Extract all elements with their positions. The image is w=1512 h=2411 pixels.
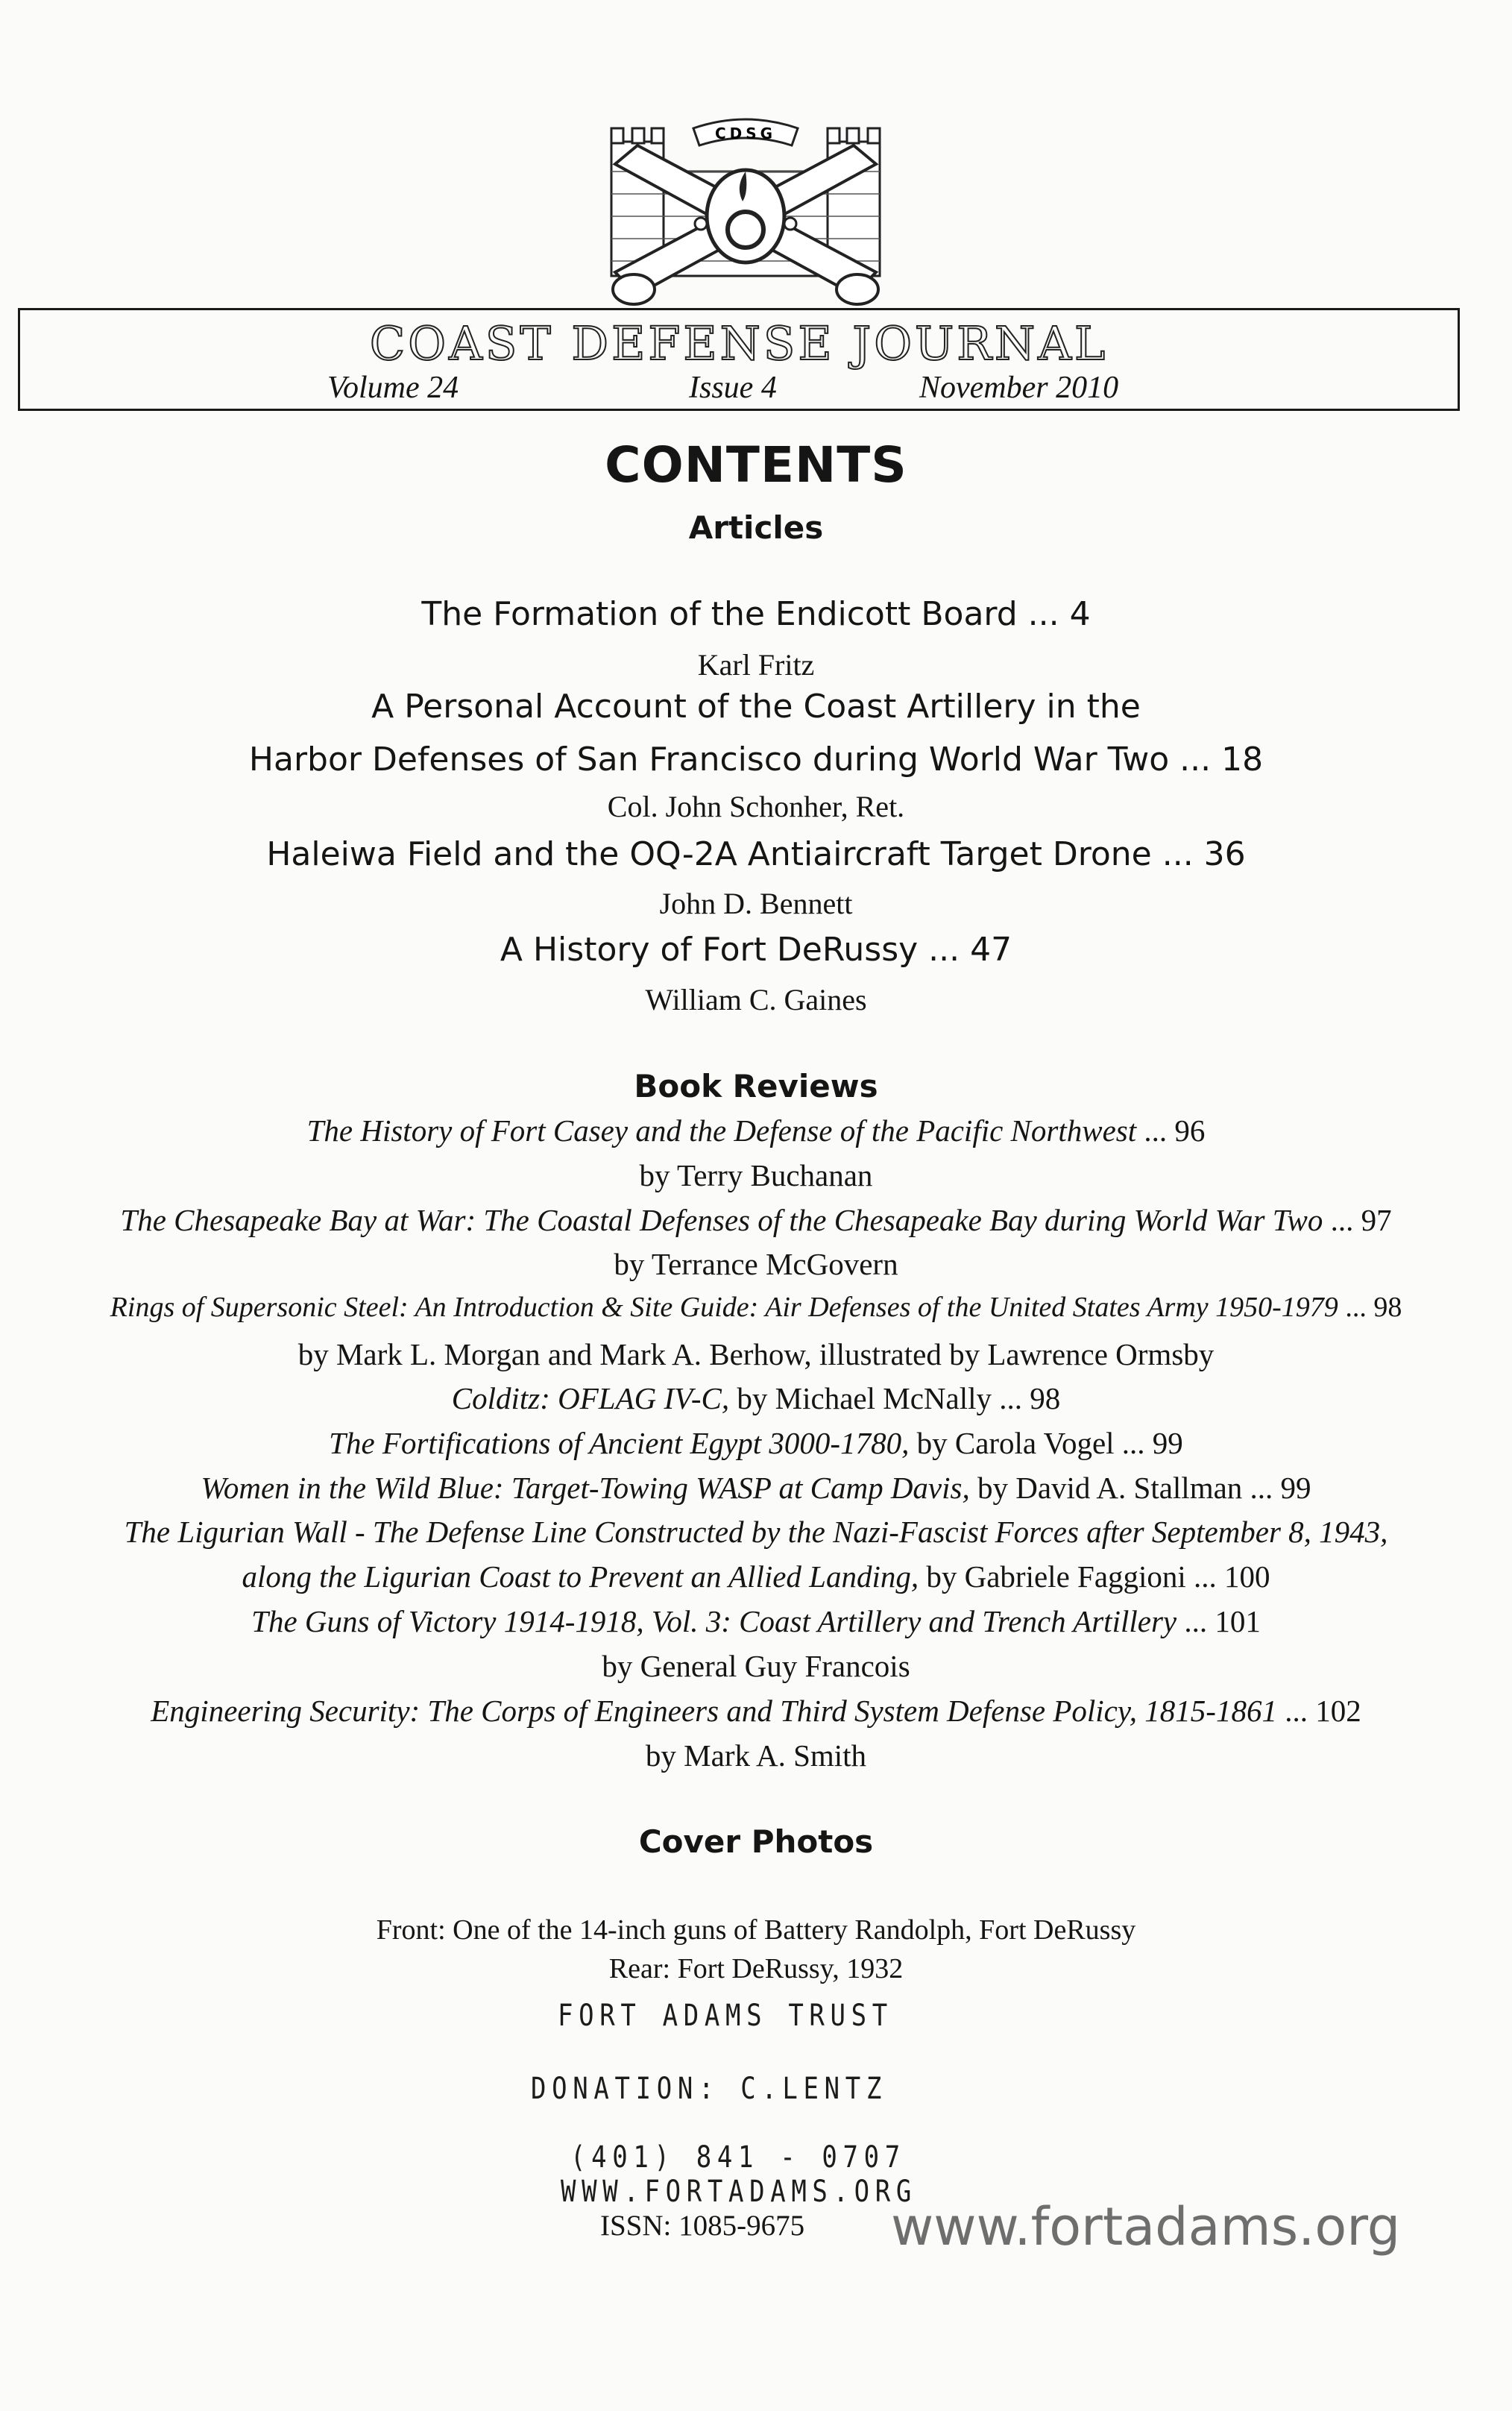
review-detail: by Carola Vogel ... 99 <box>909 1426 1183 1460</box>
review-detail: ... 102 <box>1276 1694 1361 1728</box>
review-detail: by Michael McNally ... 98 <box>729 1381 1061 1415</box>
review-line <box>0 1380 1512 1416</box>
book-reviews-heading: Book Reviews <box>634 1068 878 1104</box>
contents-title: CONTENTS <box>605 436 907 494</box>
review-line <box>0 1336 1512 1372</box>
article-title: Harbor Defenses of San Francisco during World War Two ... 18 <box>248 741 1264 779</box>
review-detail: by Mark A. Smith <box>645 1738 867 1773</box>
journal-title: COAST DEFENSE JOURNAL <box>369 316 1109 371</box>
review-line <box>0 1603 1512 1639</box>
article-author: William C. Gaines <box>645 983 867 1016</box>
review-line <box>0 1246 1512 1282</box>
review-line <box>0 1157 1512 1193</box>
review-line <box>0 1202 1512 1238</box>
front-cover-caption: Front: One of the 14-inch guns of Battery Randolph, Fort DeRussy <box>376 1914 1136 1946</box>
review-title: Rings of Supersonic Steel: An Introduction & Site Guide: Air Defenses of the United States Army 1950-1979 <box>110 1292 1338 1323</box>
review-line <box>0 1514 1512 1550</box>
review-title: The Fortifications of Ancient Egypt 3000-1780, <box>329 1426 910 1460</box>
review-title: The Ligurian Wall - The Defense Line Constructed by the Nazi-Fascist Forces after September 8, 1943, <box>124 1515 1388 1549</box>
review-title: The Guns of Victory 1914-1918, Vol. 3: Coast Artillery and Trench Artillery <box>251 1604 1177 1638</box>
review-title: The Chesapeake Bay at War: The Coastal Defenses of the Chesapeake Bay during World War Two <box>120 1203 1323 1237</box>
review-line <box>0 1470 1512 1506</box>
article-title: A History of Fort DeRussy ... 47 <box>500 931 1012 969</box>
watermark: www.fortadams.org <box>891 2196 1401 2257</box>
stamp-line: FORT ADAMS TRUST <box>558 1999 893 2033</box>
review-title: Women in the Wild Blue: Target-Towing WASP at Camp Davis, <box>201 1471 970 1505</box>
review-detail: ... 96 <box>1136 1113 1206 1148</box>
cdsg-crest-logo <box>589 112 902 309</box>
review-detail: by David A. Stallman ... 99 <box>969 1471 1311 1505</box>
article-author: Karl Fritz <box>697 648 815 682</box>
review-detail: by General Guy Francois <box>602 1649 910 1683</box>
masthead <box>18 308 1460 411</box>
review-detail: ... 101 <box>1176 1604 1261 1638</box>
review-detail: by Terry Buchanan <box>639 1158 873 1192</box>
issn: ISSN: 1085-9675 <box>600 2210 805 2242</box>
review-detail: ... 97 <box>1323 1203 1392 1237</box>
article-author: Col. John Schonher, Ret. <box>607 790 905 823</box>
review-line <box>0 1738 1512 1773</box>
review-title: along the Ligurian Coast to Prevent an Allied Landing, <box>242 1559 919 1594</box>
article-title: The Formation of the Endicott Board ... 4 <box>421 595 1091 633</box>
review-line <box>0 1559 1512 1594</box>
stamp-line: WWW.FORTADAMS.ORG <box>561 2175 918 2209</box>
cover-photos-heading: Cover Photos <box>638 1823 874 1860</box>
review-title: Colditz: OFLAG IV-C, <box>451 1381 730 1415</box>
issue-label: Issue 4 <box>689 371 777 405</box>
stamp-line: (401) 841 - 0707 <box>570 2140 906 2175</box>
article-author: John D. Bennett <box>659 887 853 920</box>
rear-cover-caption: Rear: Fort DeRussy, 1932 <box>608 1953 904 1984</box>
crest-banner-text: CDSG <box>714 125 777 142</box>
review-line <box>0 1425 1512 1461</box>
review-detail: by Gabriele Faggioni ... 100 <box>919 1559 1270 1594</box>
article-title: A Personal Account of the Coast Artillery in the <box>371 688 1141 726</box>
review-detail: by Mark L. Morgan and Mark A. Berhow, illustrated by Lawrence Ormsby <box>297 1337 1215 1371</box>
review-line <box>0 1291 1512 1324</box>
stamp-line: DONATION: C.LENTZ <box>531 2072 888 2106</box>
date-label: November 2010 <box>919 371 1119 405</box>
review-title: Engineering Security: The Corps of Engineers and Third System Defense Policy, 1815-1861 <box>151 1694 1277 1728</box>
review-line <box>0 1113 1512 1148</box>
review-line <box>0 1648 1512 1684</box>
review-detail: ... 98 <box>1338 1292 1402 1323</box>
review-detail: by Terrance McGovern <box>614 1247 898 1281</box>
article-title: Haleiwa Field and the OQ-2A Antiaircraft Target Drone ... 36 <box>266 835 1246 873</box>
volume-label: Volume 24 <box>327 371 459 405</box>
articles-heading: Articles <box>688 509 824 546</box>
review-title: The History of Fort Casey and the Defense of the Pacific Northwest <box>306 1113 1137 1148</box>
review-line <box>0 1693 1512 1729</box>
